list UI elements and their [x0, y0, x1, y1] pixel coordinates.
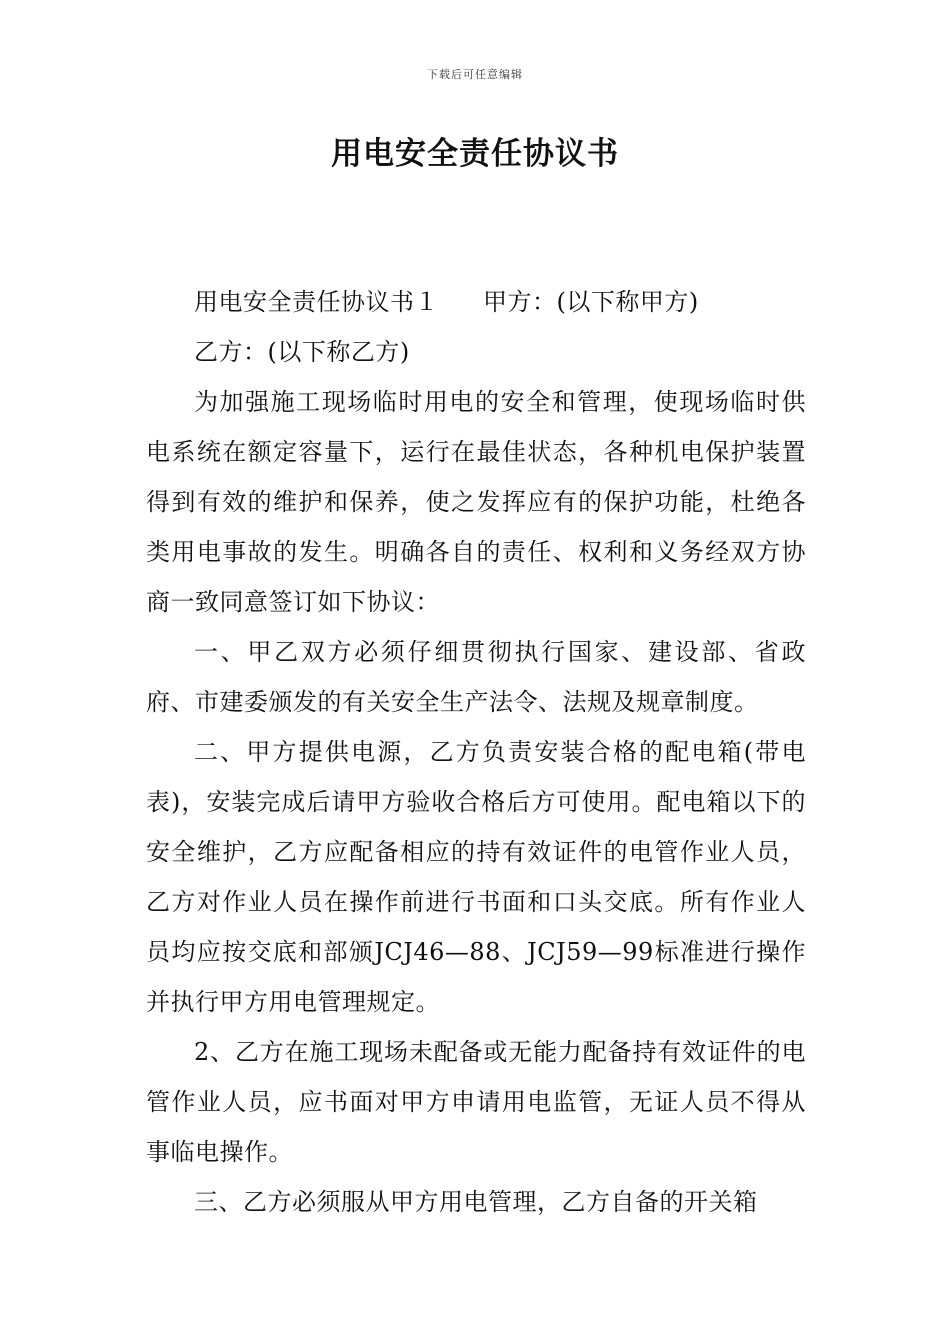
header-note: 下载后可任意编辑 — [427, 68, 523, 81]
doc-label: 用电安全责任协议书１ — [194, 288, 439, 316]
paragraph-clause-2: 二、甲方提供电源，乙方负责安装合格的配电箱(带电表)，安装完成后请甲方验收合格后方可使用。配电箱以下的安全维护，乙方应配备相应的持有效证件的电管作业人员，乙方对作业人员在操作前进行书面和口头交底。所有作业人员均应按交底和部颁JCJ46—88、JCJ59—99标准进行操作并执行甲方用电管理规定。 — [146, 738, 806, 1016]
paragraph-clause-2-sub: 2、乙方在施工现场未配备或无能力配备持有效证件的电管作业人员，应书面对甲方申请用电监管，无证人员不得从事临电操作。 — [146, 1038, 806, 1166]
paragraph-clause-3: 三、乙方必须服从甲方用电管理，乙方自备的开关箱 — [194, 1188, 758, 1216]
document-body — [146, 277, 806, 1227]
paragraph-clause-1: 一、甲乙双方必须仔细贯彻执行国家、建设部、省政府、市建委颁发的有关安全生产法令、法规及规章制度。 — [146, 638, 806, 716]
party-a: 甲方：(以下称甲方) — [483, 288, 699, 316]
party-b: 乙方：(以下称乙方) — [194, 338, 410, 366]
paragraph-purpose: 为加强施工现场临时用电的安全和管理，使现场临时供电系统在额定容量下，运行在最佳状态，各种机电保护装置得到有效的维护和保养，使之发挥应有的保护功能，杜绝各类用电事故的发生。明确各自的责任、权利和义务经双方协商一致同意签订如下协议： — [146, 388, 806, 616]
intro-line — [146, 277, 806, 327]
page-title: 用电安全责任协议书 — [331, 136, 619, 172]
